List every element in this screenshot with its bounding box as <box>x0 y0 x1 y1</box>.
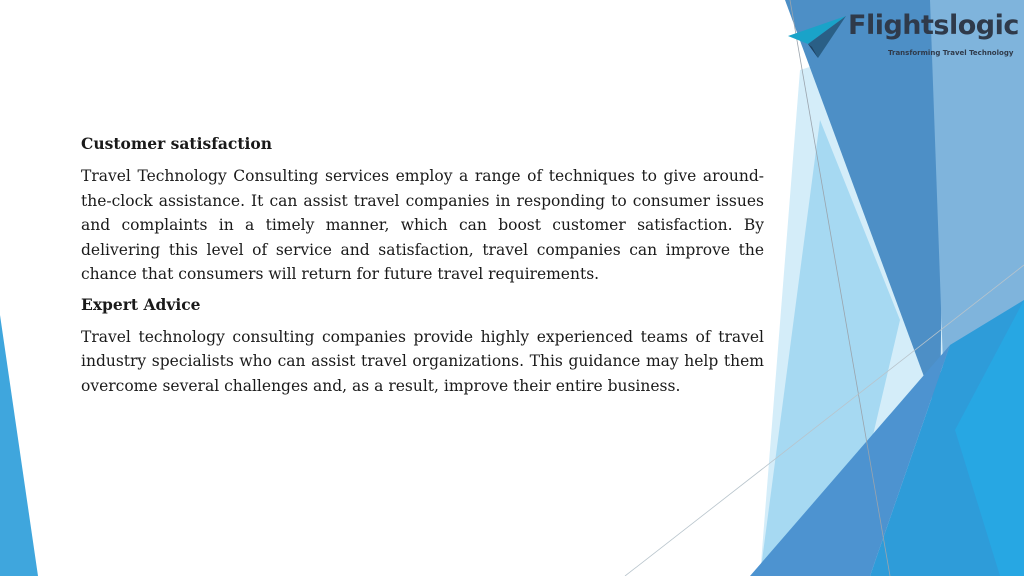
section-body-customer-satisfaction: Travel Technology Consulting services employ a range of techniques to give around-the-clock assistance. It can assist travel companies in responding to consumer issues and complaints in a timely manner, which can boost customer satisfaction. By delivering this level of service and satisfaction, travel companies can improve the chance that consumers will return for future travel requirements. <box>81 167 764 283</box>
brand-tagline: Transforming Travel Technology <box>888 49 1014 57</box>
section-heading-customer-satisfaction: Customer satisfaction <box>81 134 273 153</box>
main-content <box>81 132 764 404</box>
paper-plane-icon <box>788 14 846 60</box>
section-body-expert-advice: Travel technology consulting companies provide highly experienced teams of travel industry specialists who can assist travel organizations. This guidance may help them overcome several challenges and, as a result, improve their entire business. <box>81 327 764 395</box>
section-heading-expert-advice: Expert Advice <box>81 294 201 314</box>
left-accent-shape <box>0 315 38 576</box>
brand-name: Flightslogic <box>848 10 1019 41</box>
brand-logo <box>788 10 1020 62</box>
